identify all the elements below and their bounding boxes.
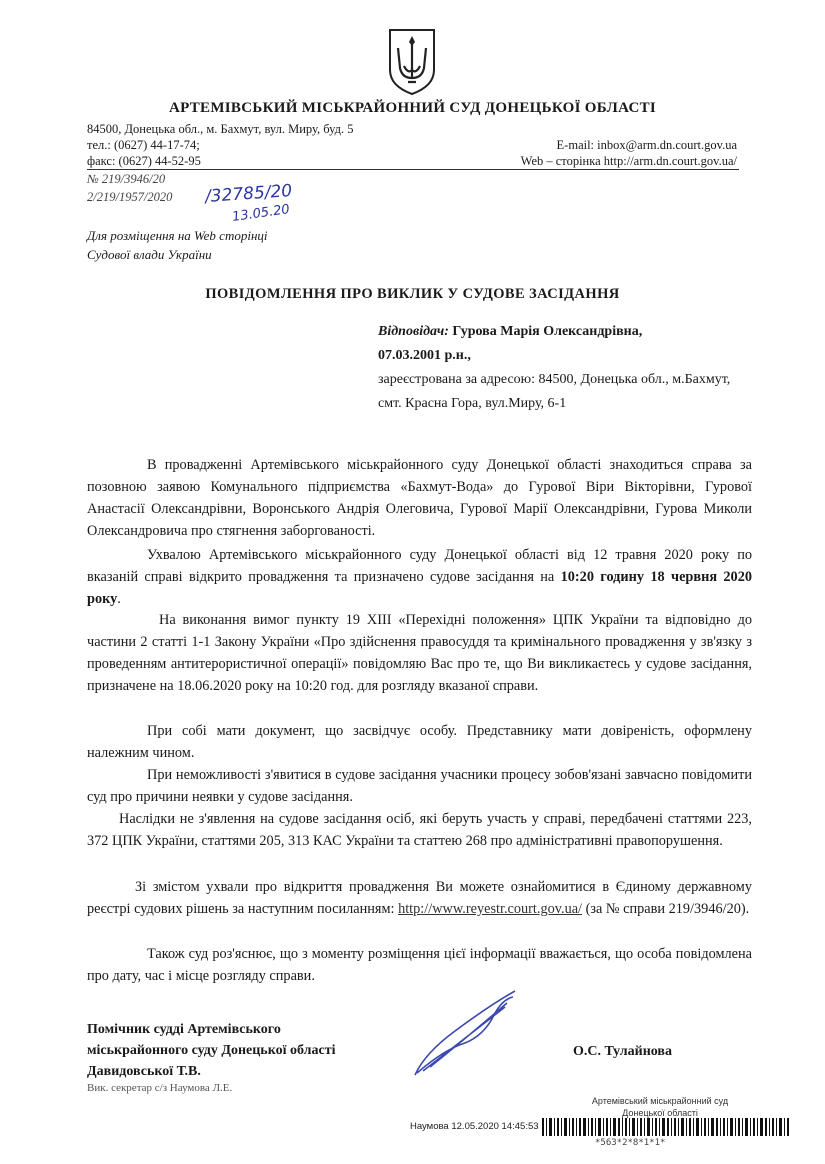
- respondent-block: [378, 320, 738, 416]
- stamp-court-name: Артемівський міськрайонний суд: [591, 1096, 729, 1106]
- handwritten-date: 13.05.20: [231, 202, 291, 225]
- respondent-address: зареєстрована за адресою: 84500, Донецька обл., м.Бахмут, смт. Красна Гора, вул.Миру, 6-1: [378, 372, 731, 411]
- respondent-label: Відповідач:: [378, 324, 449, 339]
- case-number: № 219/3946/20: [87, 172, 166, 186]
- barcode-number: *563*2*8*1*1*: [595, 1138, 666, 1148]
- paragraph-notice: Також суд роз'яснює, що з моменту розміщення цієї інформації вважається, що особа повідомлена про дату, час і місце розгляду справи.: [87, 946, 752, 984]
- registry-link[interactable]: http://www.reyestr.court.gov.ua/: [398, 901, 583, 917]
- ruling-end: .: [117, 591, 121, 607]
- coat-of-arms-icon: [386, 26, 438, 98]
- signatory-line-1: Помічник судді Артемівського: [87, 1022, 281, 1037]
- signatory-line-3: Давидовської Т.В.: [87, 1064, 201, 1079]
- paragraph-registry: [87, 876, 752, 920]
- recipient-line-2: Судової влади України: [87, 247, 212, 262]
- ruling-text: Ухвалою Артемівського міськрайонного суду Донецької області від 12 травня 2020 року по вказаній справі відкрито провадження та призначено судове засідання на: [87, 547, 752, 585]
- executor-note: Вик. секретар с/з Наумова Л.Е.: [87, 1082, 233, 1094]
- handwritten-signature: [395, 983, 555, 1083]
- court-website: Web – сторінка http://arm.dn.court.gov.ua/: [520, 154, 737, 168]
- signer-name: О.С. Тулайнова: [573, 1044, 672, 1059]
- respondent-name: Гурова Марія Олександрівна,: [452, 324, 643, 339]
- paragraph-summons: На виконання вимог пункту 19 XIII «Перехідні положення» ЦПК України та відповідно до частини 2 статті 1-1 Закону України «Про здійснення правосуддя та кримінального провадження у зв'язку з проведенням антитерористичної операції» повідомляю Вас про те, що Ви викликаєтесь у судове засідання, призначене на 18.06.2020 року на 10:20 год. для розгляду вказаної справи.: [87, 612, 752, 694]
- header-divider: [87, 169, 739, 170]
- paragraph-documents: При собі мати документ, що засвідчує особу. Представнику мати довіреність, оформлену належним чином.: [87, 723, 752, 761]
- registration-stamp: Наумова 12.05.2020 14:45:53: [410, 1121, 539, 1132]
- court-address: 84500, Донецька обл., м. Бахмут, вул. Миру, буд. 5: [87, 122, 354, 136]
- paragraph-absence: При неможливості з'явитися в судове засідання учасники процесу зобов'язані завчасно повідомити суд про причини неявки у судове засідання.: [87, 767, 752, 805]
- court-phone: тел.: (0627) 44-17-74;: [87, 138, 200, 152]
- barcode: [542, 1118, 792, 1136]
- document-heading: ПОВІДОМЛЕННЯ ПРО ВИКЛИК У СУДОВЕ ЗАСІДАННЯ: [205, 286, 620, 302]
- court-name: АРТЕМІВСЬКИЙ МІСЬКРАЙОННИЙ СУД ДОНЕЦЬКОЇ ОБЛАСТІ: [168, 100, 657, 116]
- paragraph-proceeding: В провадженні Артемівського міськрайонного суду Донецької області знаходиться справа за позовною заявою Комунального підприємства «Бахмут-Вода» до Гурової Віри Вікторівни, Гурової Анастасії Олександрівни, Воронського Андрія Олеговича, Гурової Марії Олександрівни, Гурова Миколи Олександровича про стягнення заборгованості.: [87, 457, 752, 539]
- recipient-line-1: Для розміщення на Web сторінці: [87, 228, 268, 243]
- court-email: E-mail: inbox@arm.dn.court.gov.ua: [556, 138, 737, 152]
- signatory-line-2: міськрайонного суду Донецької області: [87, 1043, 336, 1058]
- proceeding-number: 2/219/1957/2020: [87, 190, 173, 204]
- handwritten-registration-number: /32785/20: [204, 180, 293, 208]
- signatory-position: [87, 1019, 335, 1082]
- paragraph-consequences: Наслідки не з'явлення на судове засідання осіб, які беруть участь у справі, передбачені статтями 223, 372 ЦПК України, статтями 205, 313 КАС України та статтею 268 про адміністративні правопорушення.: [87, 811, 752, 849]
- court-fax: факс: (0627) 44-52-95: [87, 154, 201, 168]
- paragraph-ruling: [87, 544, 752, 610]
- hearing-datetime: 10:20 годину 18 червня 2020 року: [87, 569, 752, 607]
- stamp-region: Донецької області: [622, 1108, 698, 1118]
- registry-case-ref: (за № справи 219/3946/20).: [582, 901, 750, 917]
- respondent-dob: 07.03.2001 р.н.,: [378, 348, 471, 363]
- registry-text: Зі змістом ухвали про відкриття провадження Ви можете ознайомитися в Єдиному державному реєстрі судових рішень за наступним посиланням:: [87, 879, 752, 917]
